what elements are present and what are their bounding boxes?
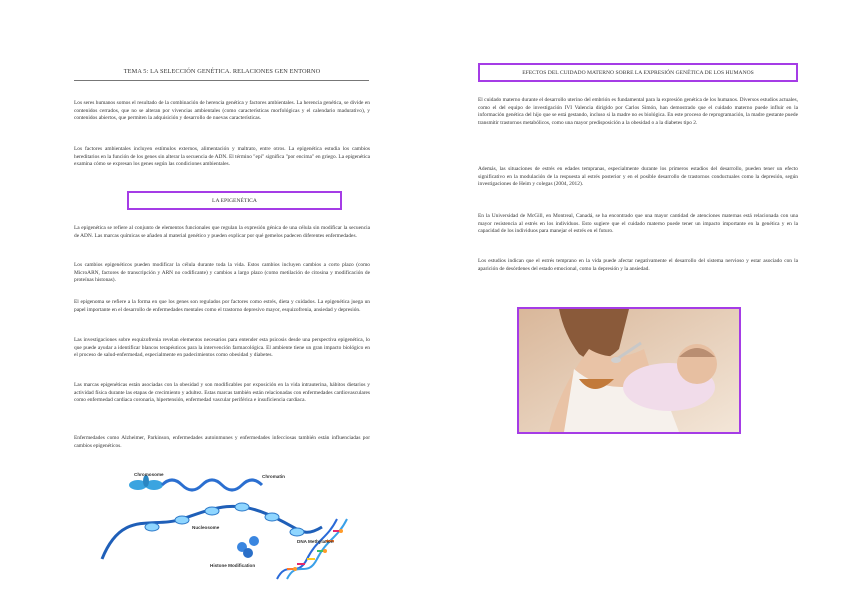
epigenetica-paragraph-2: Los cambios epigenéticos pueden modificar la célula durante toda la vida. Estos cambios incluyen cambios a corto plazo (como MicroARN, factores de transcripción y ARN no codificante) y cambios a largo plazo (como metilación de citosina y modificación de proteínas histonas).	[74, 262, 370, 284]
cuidado-paragraph-3: En la Universidad de McGill, en Montreal, Canadá, se ha encontrado que una mayor cantidad de atenciones maternas está relacionada con una mayor resistencia al estrés en los individuos. Esto sugiere que el cuidado materno puede tener un impacto importante en la genética y en la capacidad de los individuos para manejar el estrés en el futuro.	[478, 213, 798, 235]
epigenetica-paragraph-4: Las investigaciones sobre esquizofrenia revelan elementos necesarios para entender esta psicosis desde una perspectiva epigenética, lo que puede ayudar a identificar blancos terapéuticos para la intervención farmacológica. El ambiente tiene un gran impacto biológico en el proceso de salud-enfermedad, especialmente en padecimientos como obesidad y diabetes.	[74, 337, 370, 359]
epigenetica-paragraph-1: La epigenética se refiere al conjunto de elementos funcionales que regulan la expresión génica de una célula sin modificar la secuencia de ADN. Las marcas químicas se añaden al material genético y pueden explicar por qué gemelos padecen diferentes enfermedades.	[74, 225, 370, 239]
section-heading-cuidado-materno	[478, 63, 798, 82]
chromosome-label: Chromosome	[134, 472, 164, 477]
dna-methylation-label: DNA Methylation	[297, 539, 334, 544]
chromatin-coil-icon	[162, 480, 262, 490]
section-heading-label: LA EPIGENÉTICA	[212, 197, 257, 204]
histone-icon	[237, 536, 259, 558]
intro-paragraph-1: Los seres humanos somos el resultado de la combinación de herencia genética y factores ambientales. La herencia genética, se divide en contenidos cerrados, que no se alteran por vivencias ambientales (como características morfológicas y el calendario madurativo), y contenidos abiertos, que permiten la adquisición y desarrollo de nuevas características.	[74, 100, 370, 122]
chromatin-label: Chromatin	[262, 474, 285, 479]
cuidado-paragraph-1: El cuidado materno durante el desarrollo uterino del embrión es fundamental para la expresión genética de los humanos. Diversos estudios actuales, como el del equipo de investigación IVI Valencia dirigido por Carlos Simón, han demostrado que el cuidado materno puede influir en la información genética del hijo que se está gestando, incluso si la madre no es biológica. En este proceso de reprogramación, la madre gestante puede transmitir trastornos metabólicos, como una mayor predisposición a la obesidad o a la diabetes tipo 2.	[478, 97, 798, 126]
epigenetics-diagram	[92, 469, 382, 589]
intro-paragraph-2: Los factores ambientales incluyen estímulos externos, alimentación y maltrato, entre otros. La epigenética estudia los cambios hereditarios en la función de los genes sin alterar la secuencia de ADN. El término "epi" significa "por encima" en griego. La epigenética examina cómo se expresan los genes según las condiciones ambientales.	[74, 146, 370, 168]
section-heading-epigenetica	[127, 191, 342, 210]
section-heading-label: EFECTOS DEL CUIDADO MATERNO SOBRE LA EXPRESIÓN GENÉTICA DE LOS HUMANOS	[522, 69, 754, 76]
dna-helix-icon	[277, 519, 347, 579]
nucleosome-label: Nucleosome	[192, 525, 220, 530]
title-divider	[74, 80, 369, 81]
epigenetica-paragraph-3: El epigenoma se refiere a la forma en que los genes son regulados por factores como estrés, dieta y cuidados. La epigenética juega un papel importante en el desarrollo de enfermedades mentales como el trastorno depresivo mayor, esquizofrenia, ansiedad y depresión.	[74, 299, 370, 313]
cuidado-paragraph-4: Los estudios indican que el estrés temprano en la vida puede afectar negativamente el desarrollo del sistema nervioso y estar asociado con la aparición de desórdenes del estado emocional, como la depresión y la ansiedad.	[478, 258, 798, 272]
epigenetica-paragraph-5: Las marcas epigenéticas están asociadas con la obesidad y son modificables por exposición en la vida intrauterina, hábitos dietarios y actividad física durante las etapas de crecimiento y adultez. Estas marcas también están relacionadas con enfermedades cardiovasculares como enfermedad cardiaca coronaria, hipertensión, enfermedad vascular periférica e insuficiencia cardiaca.	[74, 382, 370, 404]
epigenetica-paragraph-6: Enfermedades como Alzheimer, Parkinson, enfermedades autoinmunes y enfermedades infecciosas también están influenciadas por cambios epigenéticos.	[74, 435, 370, 449]
cuidado-paragraph-2: Además, las situaciones de estrés en edades tempranas, especialmente durante los primeros estadios del desarrollo, pueden tener un efecto significativo en la modulación de la respuesta al estrés posterior y en el posible desarrollo de trastornos conductuales como la depresión, según investigaciones de Heim y colegas (2004, 2012).	[478, 166, 798, 188]
mother-baby-image	[519, 309, 739, 432]
histone-label: Histone Modification	[210, 563, 256, 568]
mother-baby-photo	[517, 307, 741, 434]
page-title: TEMA 5: LA SELECCIÓN GENÉTICA. RELACIONES GEN ENTORNO	[123, 68, 321, 75]
chromosome-icon	[129, 475, 163, 490]
right-page	[424, 0, 848, 599]
